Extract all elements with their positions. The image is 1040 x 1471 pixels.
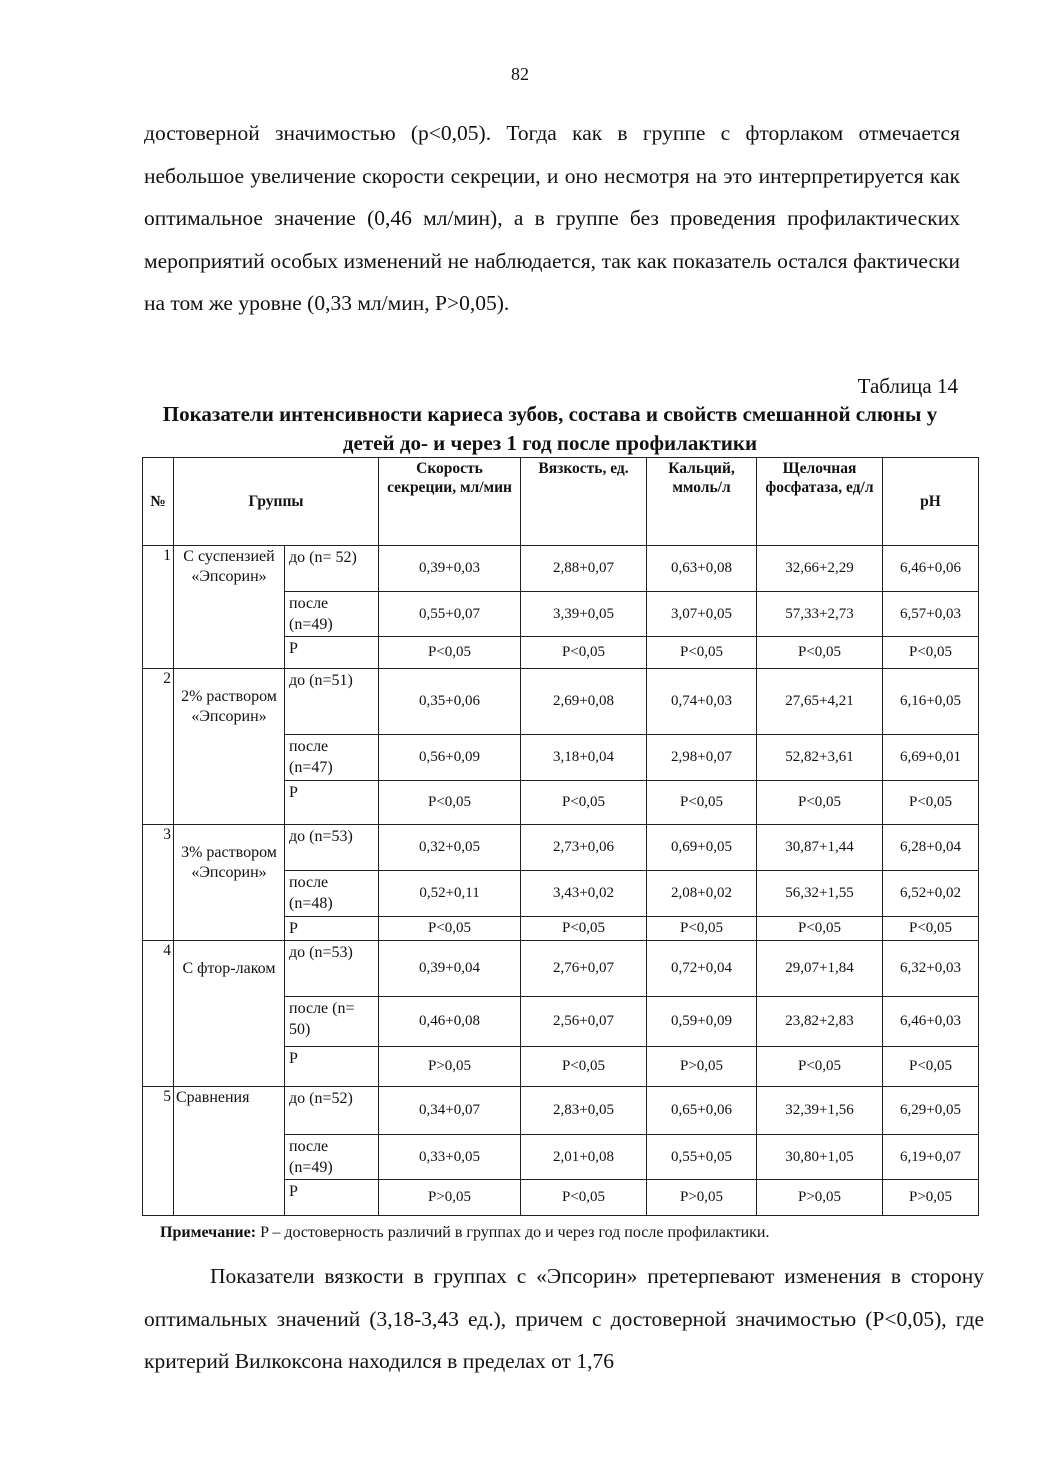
cell-speed: P>0,05 — [379, 1047, 521, 1087]
cell-calcium: 3,07+0,05 — [647, 592, 757, 637]
row-label: после (n=48) — [285, 871, 379, 917]
cell-viscosity: P<0,05 — [521, 1180, 647, 1216]
group-number: 5 — [143, 1087, 174, 1216]
cell-viscosity: 2,73+0,06 — [521, 825, 647, 871]
cell-ph: 6,57+0,03 — [883, 592, 979, 637]
cell-viscosity: 2,69+0,08 — [521, 669, 647, 735]
group-name: 3% раствором «Эпсорин» — [174, 825, 285, 941]
cell-speed: 0,39+0,03 — [379, 546, 521, 592]
header-viscosity: Вязкость, ед. — [521, 458, 647, 546]
cell-ph: P<0,05 — [883, 637, 979, 669]
paragraph-intro: достоверной значимостью (p<0,05). Тогда как в группе с фторлаком отмечается небольшое увеличение скорости секреции, и оно несмотря на это интерпретируется как оптимальное значение (0,46 мл/мин), а в группе без проведения профилактических мероприятий особых изменений не наблюдается, так как показатель остался фактически на том же уровне (0,33 мл/мин, P>0,05). — [144, 121, 960, 315]
row-label: P — [285, 781, 379, 825]
group-name: С фтор-лаком — [174, 941, 285, 1087]
group-name: 2% раствором «Эпсорин» — [174, 669, 285, 825]
row-label: до (n=52) — [285, 1087, 379, 1135]
cell-speed: P<0,05 — [379, 917, 521, 941]
group-name: С суспензией «Эпсорин» — [174, 546, 285, 669]
cell-viscosity: 3,18+0,04 — [521, 735, 647, 781]
table-body — [143, 546, 979, 1216]
cell-speed: 0,32+0,05 — [379, 825, 521, 871]
cell-speed: 0,39+0,04 — [379, 941, 521, 997]
cell-viscosity: P<0,05 — [521, 917, 647, 941]
cell-speed: 0,52+0,11 — [379, 871, 521, 917]
table-row — [143, 1087, 979, 1135]
row-label: до (n= 52) — [285, 546, 379, 592]
cell-calcium: 0,72+0,04 — [647, 941, 757, 997]
cell-viscosity: P<0,05 — [521, 637, 647, 669]
cell-ph: 6,28+0,04 — [883, 825, 979, 871]
cell-phosphatase: 30,80+1,05 — [757, 1135, 883, 1180]
header-calcium: Кальций, ммоль/л — [647, 458, 757, 546]
cell-ph: 6,46+0,03 — [883, 997, 979, 1047]
header-phosphatase: Щелочная фосфатаза, ед/л — [757, 458, 883, 546]
table-title: Показатели интенсивности кариеса зубов, состава и свойств смешанной слюны у детей до- и через 1 год после профилактики — [162, 402, 938, 455]
cell-speed: 0,46+0,08 — [379, 997, 521, 1047]
cell-ph: P<0,05 — [883, 917, 979, 941]
cell-calcium: 0,74+0,03 — [647, 669, 757, 735]
cell-viscosity: 3,43+0,02 — [521, 871, 647, 917]
cell-speed: 0,56+0,09 — [379, 735, 521, 781]
cell-ph: 6,52+0,02 — [883, 871, 979, 917]
cell-phosphatase: 32,66+2,29 — [757, 546, 883, 592]
row-label: P — [285, 1047, 379, 1087]
cell-ph: 6,46+0,06 — [883, 546, 979, 592]
group-name: Сравнения — [174, 1087, 285, 1216]
cell-phosphatase: P<0,05 — [757, 917, 883, 941]
table-row — [143, 941, 979, 997]
row-label: P — [285, 1180, 379, 1216]
paragraph-viscosity: Показатели вязкости в группах с «Эпсорин» претерпевают изменения в сторону оптимальных значений (3,18-3,43 ед.), причем с достоверной значимостью (P<0,05), где критерий Вилкоксона находился в пределах от 1,76 — [144, 1264, 984, 1373]
group-number: 2 — [143, 669, 174, 825]
page-number: 82 — [511, 64, 529, 84]
cell-speed: 0,55+0,07 — [379, 592, 521, 637]
cell-viscosity: 2,01+0,08 — [521, 1135, 647, 1180]
cell-calcium: 0,59+0,09 — [647, 997, 757, 1047]
cell-speed: 0,35+0,06 — [379, 669, 521, 735]
table-note — [160, 1224, 769, 1242]
row-label: P — [285, 637, 379, 669]
row-label: до (n=53) — [285, 941, 379, 997]
cell-phosphatase: P<0,05 — [757, 637, 883, 669]
cell-calcium: 0,55+0,05 — [647, 1135, 757, 1180]
row-label: после (n= 50) — [285, 997, 379, 1047]
cell-phosphatase: P<0,05 — [757, 781, 883, 825]
cell-ph: 6,19+0,07 — [883, 1135, 979, 1180]
cell-calcium: P<0,05 — [647, 781, 757, 825]
cell-ph: 6,69+0,01 — [883, 735, 979, 781]
cell-phosphatase: 57,33+2,73 — [757, 592, 883, 637]
cell-ph: 6,29+0,05 — [883, 1087, 979, 1135]
cell-calcium: P>0,05 — [647, 1180, 757, 1216]
cell-viscosity: 2,88+0,07 — [521, 546, 647, 592]
table-row — [143, 825, 979, 871]
group-number: 3 — [143, 825, 174, 941]
cell-viscosity: 2,56+0,07 — [521, 997, 647, 1047]
cell-viscosity: 2,76+0,07 — [521, 941, 647, 997]
row-label: до (n=53) — [285, 825, 379, 871]
table-label: Таблица 14 — [857, 374, 958, 398]
cell-viscosity: 3,39+0,05 — [521, 592, 647, 637]
cell-calcium: P<0,05 — [647, 637, 757, 669]
group-number: 4 — [143, 941, 174, 1087]
table-row — [143, 669, 979, 735]
row-label: P — [285, 917, 379, 941]
header-groups: Группы — [174, 458, 379, 546]
header-ph: pH — [883, 458, 979, 546]
row-label: после (n=49) — [285, 592, 379, 637]
cell-viscosity: 2,83+0,05 — [521, 1087, 647, 1135]
cell-speed: 0,33+0,05 — [379, 1135, 521, 1180]
cell-phosphatase: 23,82+2,83 — [757, 997, 883, 1047]
cell-phosphatase: 29,07+1,84 — [757, 941, 883, 997]
cell-ph: 6,32+0,03 — [883, 941, 979, 997]
cell-phosphatase: 56,32+1,55 — [757, 871, 883, 917]
results-table — [142, 457, 979, 1216]
group-number: 1 — [143, 546, 174, 669]
header-secretion-speed: Скорость секреции, мл/мин — [379, 458, 521, 546]
cell-calcium: P<0,05 — [647, 917, 757, 941]
cell-phosphatase: 30,87+1,44 — [757, 825, 883, 871]
cell-viscosity: P<0,05 — [521, 781, 647, 825]
cell-calcium: 0,69+0,05 — [647, 825, 757, 871]
cell-phosphatase: 52,82+3,61 — [757, 735, 883, 781]
cell-speed: P<0,05 — [379, 781, 521, 825]
cell-speed: P<0,05 — [379, 637, 521, 669]
cell-ph: P>0,05 — [883, 1180, 979, 1216]
cell-calcium: 0,63+0,08 — [647, 546, 757, 592]
note-label: Примечание: — [160, 1224, 257, 1241]
cell-speed: 0,34+0,07 — [379, 1087, 521, 1135]
cell-phosphatase: P<0,05 — [757, 1047, 883, 1087]
table-row — [143, 546, 979, 592]
cell-ph: P<0,05 — [883, 781, 979, 825]
cell-calcium: P>0,05 — [647, 1047, 757, 1087]
cell-viscosity: P<0,05 — [521, 1047, 647, 1087]
cell-calcium: 2,98+0,07 — [647, 735, 757, 781]
cell-calcium: 2,08+0,02 — [647, 871, 757, 917]
cell-calcium: 0,65+0,06 — [647, 1087, 757, 1135]
cell-phosphatase: 27,65+4,21 — [757, 669, 883, 735]
cell-speed: P>0,05 — [379, 1180, 521, 1216]
note-text: P – достоверность различий в группах до и через год после профилактики. — [256, 1224, 770, 1241]
row-label: после (n=49) — [285, 1135, 379, 1180]
cell-ph: 6,16+0,05 — [883, 669, 979, 735]
row-label: после (n=47) — [285, 735, 379, 781]
row-label: до (n=51) — [285, 669, 379, 735]
cell-phosphatase: 32,39+1,56 — [757, 1087, 883, 1135]
cell-phosphatase: P>0,05 — [757, 1180, 883, 1216]
header-no: № — [143, 458, 174, 546]
cell-ph: P<0,05 — [883, 1047, 979, 1087]
